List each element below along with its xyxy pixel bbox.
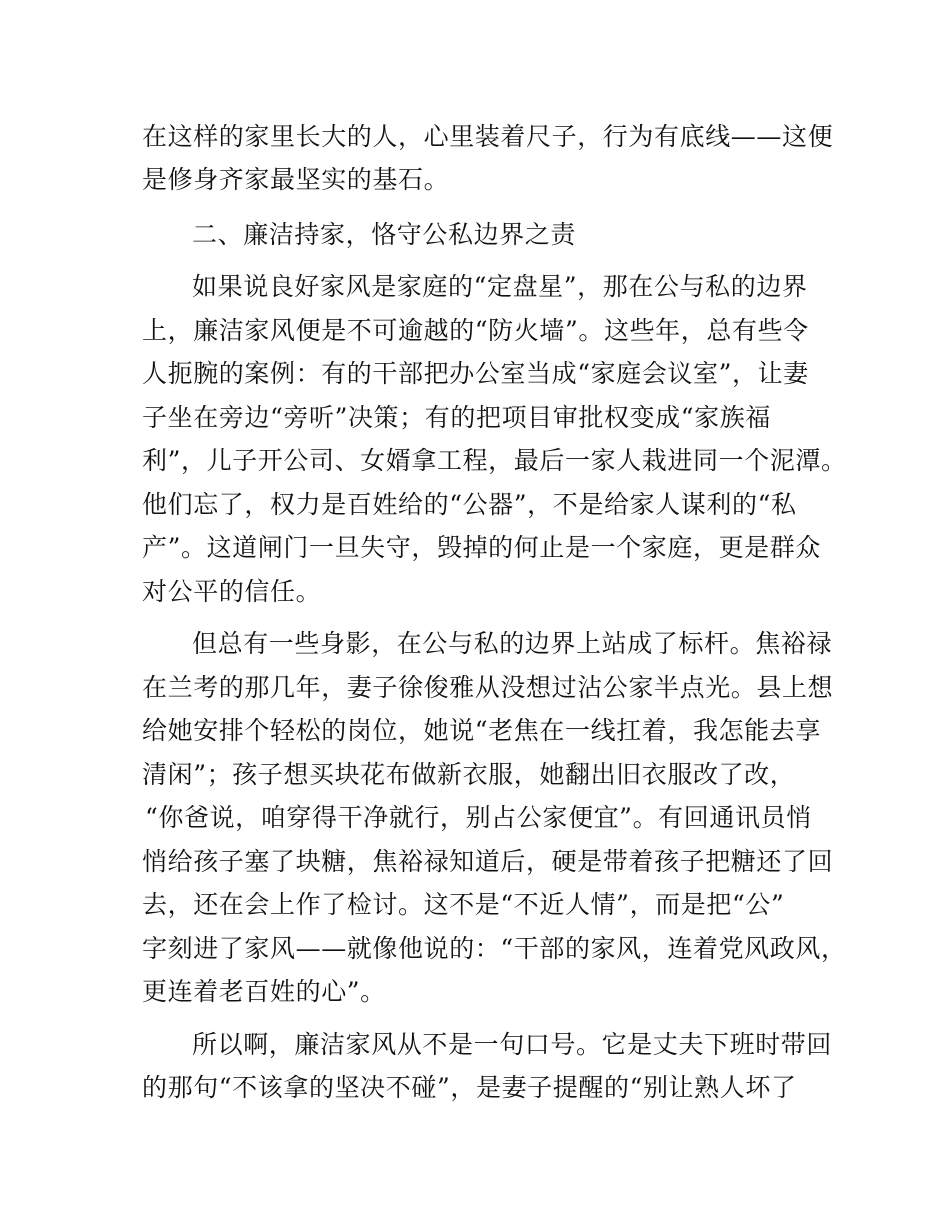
text-line: 悄给孩子塞了块糖，焦裕禄知道后，硬是带着孩子把糖还了回 [142, 847, 834, 876]
text-line: 对公平的信任。 [142, 577, 322, 606]
text-line: 但总有一些身影，在公与私的边界上站成了标杆。焦裕禄 [192, 629, 833, 658]
text-line: 的那句“不该拿的坚决不碰”，是妻子提醒的“别让熟人坏了 [142, 1073, 797, 1102]
text-line: 利”，儿子开公司、女婿拿工程，最后一家人栽进同一个泥潭。 [142, 446, 847, 475]
text-line: 子坐在旁边“旁听”决策；有的把项目审批权变成“家族福 [142, 403, 771, 432]
text-line: 产”。这道闸门一旦失守，毁掉的何止是一个家庭，更是群众 [142, 533, 821, 562]
text-line: 人扼腕的案例：有的干部把办公室当成“家庭会议室”，让妻 [142, 359, 809, 388]
text-line: 如果说良好家风是家庭的“定盘星”，那在公与私的边界 [192, 272, 808, 301]
text-line: 上，廉洁家风便是不可逾越的“防火墙”。这些年，总有些令 [142, 316, 809, 345]
text-line: 他们忘了，权力是百姓给的“公器”，不是给家人谋利的“私 [142, 490, 797, 519]
text-line: 更连着老百姓的心”。 [142, 977, 386, 1006]
text-line: 是修身齐家最坚实的基石。 [142, 165, 450, 194]
text-line: 给她安排个轻松的岗位，她说“老焦在一线扛着，我怎能去享 [142, 716, 821, 745]
text-line: “你爸说，咱穿得干净就行，别占公家便宜”。有回通讯员悄 [145, 803, 812, 832]
text-line: 字刻进了家风——就像他说的：“干部的家风，连着党风政风， [142, 934, 847, 963]
text-line: 所以啊，廉洁家风从不是一句口号。它是丈夫下班时带回 [192, 1030, 833, 1059]
text-line: 清闲”；孩子想买块花布做新衣服，她翻出旧衣服改了改， [142, 760, 796, 789]
text-line: 在兰考的那几年，妻子徐俊雅从没想过沾公家半点光。县上想 [142, 673, 834, 702]
text-line: 在这样的家里长大的人，心里装着尺子，行为有底线——这便 [142, 122, 834, 151]
section-heading: 二、廉洁持家，恪守公私边界之责 [192, 220, 577, 249]
text-line: 去，还在会上作了检讨。这不是“不近人情”，而是把“公” [142, 890, 785, 919]
